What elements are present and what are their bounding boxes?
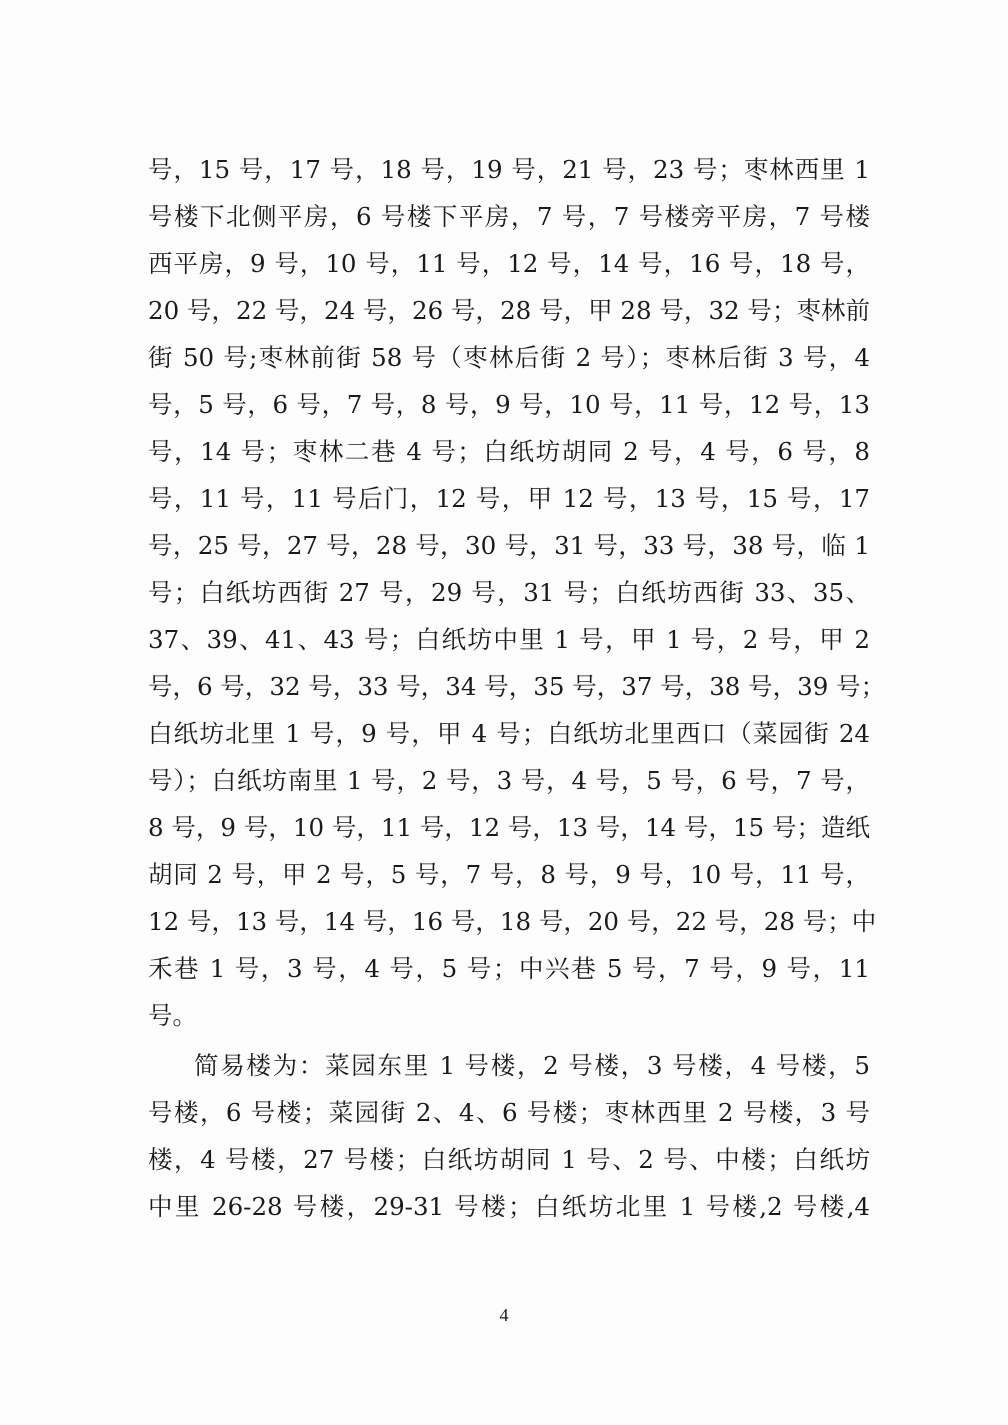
text-line: 号，15 号，17 号，18 号，19 号，21 号，23 号；枣林西里 1 bbox=[148, 155, 870, 184]
text-line: 白纸坊北里 1 号，9 号，甲 4 号；白纸坊北里西口（菜园街 24 bbox=[148, 719, 870, 748]
text-line: 西平房，9 号，10 号，11 号，12 号，14 号，16 号，18 号， bbox=[148, 249, 870, 278]
text-line: 号，25 号，27 号，28 号，30 号，31 号，33 号，38 号，临 1 bbox=[148, 531, 870, 560]
page-number: 4 bbox=[499, 1305, 509, 1325]
text-line: 号楼下北侧平房，6 号楼下平房，7 号，7 号楼旁平房，7 号楼 bbox=[148, 202, 870, 231]
text-line: 号）；白纸坊南里 1 号，2 号，3 号，4 号，5 号，6 号，7 号， bbox=[148, 766, 870, 795]
text-line: 12 号，13 号，14 号，16 号，18 号，20 号，22 号，28 号；中 bbox=[148, 907, 877, 936]
text-line: 号楼，6 号楼；菜园街 2、4、6 号楼；枣林西里 2 号楼，3 号 bbox=[148, 1098, 870, 1127]
text-line: 中里 26-28 号楼，29-31 号楼；白纸坊北里 1 号楼,2 号楼,4 bbox=[148, 1192, 870, 1221]
text-line: 号，5 号，6 号，7 号，8 号，9 号，10 号，11 号，12 号，13 bbox=[148, 390, 870, 419]
text-line: 街 50 号;枣林前街 58 号（枣林后街 2 号）；枣林后街 3 号，4 bbox=[148, 343, 870, 372]
text-line: 号；白纸坊西街 27 号，29 号，31 号；白纸坊西街 33、35、 bbox=[148, 578, 870, 607]
text-line: 20 号，22 号，24 号，26 号，28 号，甲 28 号，32 号；枣林前 bbox=[148, 296, 870, 325]
text-line: 号，6 号，32 号，33 号，34 号，35 号，37 号，38 号，39 号； bbox=[148, 672, 886, 701]
text-line: 胡同 2 号，甲 2 号，5 号，7 号，8 号，9 号，10 号，11 号， bbox=[148, 860, 870, 889]
text-line: 楼，4 号楼，27 号楼；白纸坊胡同 1 号、2 号、中楼；白纸坊 bbox=[148, 1145, 870, 1174]
text-line: 禾巷 1 号，3 号，4 号，5 号；中兴巷 5 号，7 号，9 号，11 bbox=[148, 954, 870, 983]
text-line: 号，11 号，11 号后门，12 号，甲 12 号，13 号，15 号，17 bbox=[148, 484, 870, 513]
text-line: 8 号，9 号，10 号，11 号，12 号，13 号，14 号，15 号；造纸 bbox=[148, 813, 870, 842]
text-line: 号，14 号；枣林二巷 4 号；白纸坊胡同 2 号，4 号，6 号，8 bbox=[148, 437, 870, 466]
paragraph-first-line: 简易楼为：菜园东里 1 号楼，2 号楼，3 号楼，4 号楼，5 bbox=[194, 1051, 870, 1080]
text-line: 37、39、41、43 号；白纸坊中里 1 号，甲 1 号，2 号，甲 2 bbox=[148, 625, 870, 654]
text-line: 号。 bbox=[148, 1001, 197, 1030]
